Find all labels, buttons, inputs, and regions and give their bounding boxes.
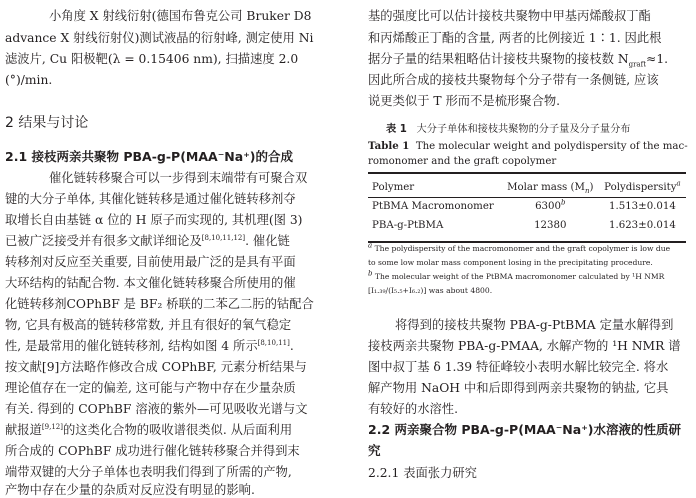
text-line: 物, 它具有极高的链转移常数, 并且有很好的氧气稳定: [5, 318, 292, 332]
text-line: 将得到的接枝共聚物 PBA-g-PtBMA 定量水解得到: [395, 318, 674, 332]
text-line: 解产物用 NaOH 中和后即得到两亲共聚物的钠盐, 它具: [368, 381, 669, 395]
table-caption-en: romonomer and the graft copolymer: [368, 156, 557, 167]
text-line: 接枝两亲共聚物 PBA-g-PMAA, 水解产物的 ¹H NMR 谱: [368, 339, 681, 353]
table-label: 表 1: [386, 124, 407, 135]
text-line: advance X 射线衍射仪)测试液晶的衍射峰, 测定使用 Ni: [5, 31, 314, 45]
table-footnote: $^b$ The molecular weight of the PtBMA macromonomer calculated by ¹H NMR: [368, 269, 665, 281]
table-caption-en: [368, 140, 688, 153]
table-bottom-rule: [368, 241, 686, 243]
table-caption-cn: [386, 123, 630, 136]
text-line: [5, 233, 290, 249]
text-span: 献报道: [5, 423, 42, 437]
table-top-rule: [368, 172, 686, 174]
text-span: .: [289, 339, 294, 353]
text-line: 转移剂对反应至关重要, 目前使用最广泛的是具有平面: [5, 255, 296, 269]
text-line: 按文献[9]方法略作修改合成 COPhBF, 元素分析结果与: [5, 360, 307, 374]
text-line: 因此所合成的接枝共聚物每个分子带有一条侧链, 应该: [368, 73, 659, 87]
text-span: . 催化链: [245, 234, 290, 248]
text-line: 化链转移剂COPhBF 是 BF₂ 桥联的二苯乙二肟的钴配合: [5, 297, 314, 311]
subsubsection-heading: 2.2.1 表面张力研究: [368, 466, 477, 480]
citation[interactable]: [9,12]: [41, 422, 63, 431]
text-span: 大分子单体和接枝共聚物的分子量及分子量分布: [416, 124, 631, 135]
text-span: 据分子量的结果粗略估计接枝共聚物的接枝数 N: [368, 52, 629, 66]
text-span: 已被广泛接受并有很多文献详细论及: [5, 234, 202, 248]
table-cell: PtBMA Macromonomer: [372, 201, 494, 212]
text-line: 和丙烯酸正丁酯的含量, 两者的比例接近 1∶1. 因此根: [368, 31, 662, 45]
text-line: 产物中存在少量的杂质对反应没有明显的影响.: [5, 483, 255, 497]
text-line: (°)/min.: [5, 73, 53, 87]
text-line: 说更类似于 T 形而不是梳形聚合物.: [368, 94, 561, 108]
table-cell: 12380: [534, 220, 567, 231]
subscript: graft: [628, 60, 647, 69]
text-line: 取增长自由基链 α 位的 H 原子而实现的, 其机理(图 3): [5, 213, 303, 227]
text-line: 理论值存在一定的偏差, 这可能与产物中存在少量杂质: [5, 381, 296, 395]
subsection-heading: 2.2 两亲聚合物 PBA-g-P(MAA⁻Na⁺)水溶液的性质研: [368, 422, 682, 437]
citation[interactable]: [8,10,11,12]: [201, 233, 246, 242]
subsection-heading: 究: [368, 443, 381, 458]
text-line: 有关. 得到的 COPhBF 溶液的紫外—可见吸收光谱与文: [5, 402, 308, 416]
table-row: [368, 216, 686, 235]
table-cell: PBA-g-PtBMA: [372, 220, 444, 231]
text-line: 基的强度比可以估计接枝共聚物中甲基丙烯酸叔丁酯: [368, 9, 651, 23]
column-header: Polydispersity$^a$: [604, 179, 681, 193]
text-span: ≈1.: [646, 52, 669, 66]
text-span: The molecular weight and polydispersity of the mac-: [415, 141, 688, 152]
section-heading: 2 结果与讨论: [5, 115, 89, 131]
text-span: 的这类化合物的吸收谱很类似. 从后面利用: [62, 423, 293, 437]
text-line: [368, 51, 668, 67]
table-header-row: [368, 178, 686, 197]
text-line: 小角度 X 射线衍射(德国布鲁克公司 Bruker D8: [49, 9, 312, 23]
subsection-heading: 2.1 接枝两亲共聚物 PBA-g-P(MAA⁻Na⁺)的合成: [5, 149, 294, 164]
text-line: 端带双键的大分子单体也表明我们得到了所需的产物,: [5, 465, 292, 479]
text-line: 有较好的水溶性.: [368, 402, 458, 416]
text-line: 大环结构的钴配合物. 本文催化链转移聚合所使用的催: [5, 276, 296, 290]
table-cell: 1.623±0.014: [609, 220, 676, 231]
table-row: [368, 197, 686, 216]
table-cell: 1.513±0.014: [609, 201, 676, 212]
column-header: Polymer: [372, 182, 415, 193]
table-label: Table 1: [368, 140, 410, 152]
text-line: 滤波片, Cu 阳极靶(λ = 0.15406 nm), 扫描速度 2.0: [5, 52, 299, 66]
text-line: [5, 422, 292, 438]
data-table: [368, 178, 686, 235]
table-footnote: to some low molar mass component losing in the precipitating procedure.: [368, 258, 653, 267]
table-footnote: [I₁.₃₉/(I₅.₅+I₆.₂)] was about 4800.: [368, 286, 493, 295]
text-line: 键的大分子单体, 其催化链转移是通过催化链转移剂夺: [5, 192, 296, 206]
table-footnote: $^a$ The polydispersity of the macromonomer and the graft copolymer is low due: [368, 241, 671, 253]
table-cell: 6300$^b$: [535, 198, 566, 212]
text-line: 图中叔丁基 δ 1.39 特征峰较小表明水解比较完全. 将水: [368, 360, 669, 374]
citation[interactable]: [8,10,11]: [257, 338, 290, 347]
column-header: Molar mass $(M_n)$: [507, 182, 594, 196]
text-line: 催化链转移聚合可以一步得到末端带有可聚合双: [49, 171, 308, 185]
text-line: 所合成的 COPhBF 成功进行催化链转移聚合并得到末: [5, 444, 300, 458]
text-line: [5, 338, 294, 354]
text-span: 性, 是最常用的催化链转移剂, 结构如图 4 所示: [5, 339, 258, 353]
